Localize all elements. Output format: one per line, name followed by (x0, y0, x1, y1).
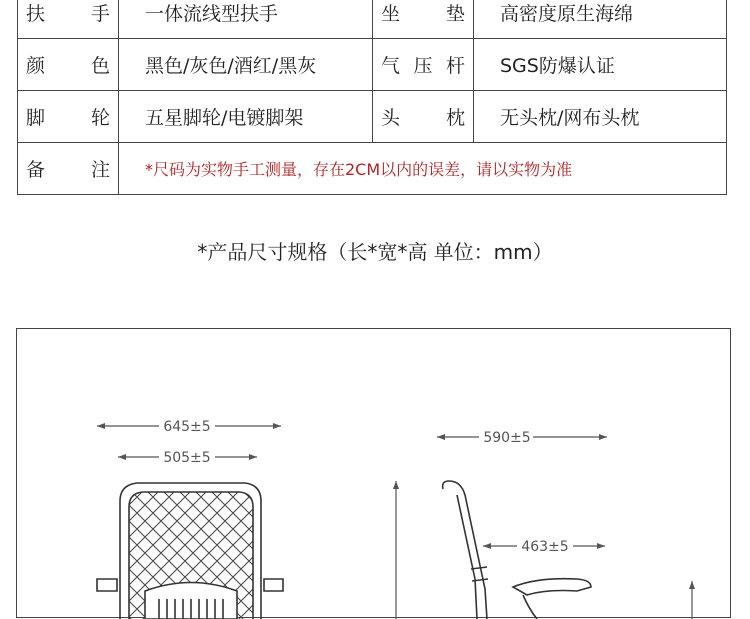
dimension-diagram (16, 328, 731, 618)
spec-row-armrest (18, 0, 727, 39)
spec-label-seat: 坐 垫 (373, 0, 474, 39)
chair-side-view (443, 481, 591, 619)
spec-value-seat: 高密度原生海绵 (474, 0, 727, 39)
spec-label-armrest: 扶 手 (18, 0, 119, 39)
side-depth-seat-label: 463±5 (521, 539, 569, 555)
spec-value-color: 黑色/灰色/酒红/黑灰 (119, 39, 373, 91)
spec-value-casters: 五星脚轮/电镀脚架 (119, 91, 373, 143)
spec-label-headrest: 头 枕 (373, 91, 474, 143)
chair-drawing (17, 329, 732, 619)
front-width-total-label: 645±5 (163, 419, 211, 435)
side-depth-total-label: 590±5 (483, 430, 531, 446)
spec-table (17, 0, 727, 195)
front-width-total-dimension (97, 419, 281, 435)
height-dimension-marker (393, 481, 399, 619)
size-caption: *产品尺寸规格（长*宽*高 单位：mm） (197, 240, 553, 264)
spec-label-note: 备 注 (18, 143, 119, 195)
front-width-back-label: 505±5 (163, 450, 211, 466)
spec-label-gas-lift: 气压杆 (373, 39, 474, 91)
spec-value-armrest: 一体流线型扶手 (119, 0, 373, 39)
spec-row-note (18, 143, 727, 195)
spec-value-headrest: 无头枕/网布头枕 (474, 91, 727, 143)
side-depth-seat-dimension (483, 539, 605, 555)
seat-height-marker (689, 581, 695, 619)
spec-row-color (18, 39, 727, 91)
spec-value-gas-lift: SGS防爆认证 (474, 39, 727, 91)
front-width-back-dimension (118, 450, 257, 466)
chair-front-view (97, 483, 283, 619)
side-depth-total-dimension (437, 430, 607, 446)
spec-label-color: 颜 色 (18, 39, 119, 91)
spec-row-casters (18, 91, 727, 143)
spec-label-casters: 脚 轮 (18, 91, 119, 143)
spec-value-note: *尺码为实物手工测量，存在2CM以内的误差，请以实物为准 (119, 143, 727, 195)
